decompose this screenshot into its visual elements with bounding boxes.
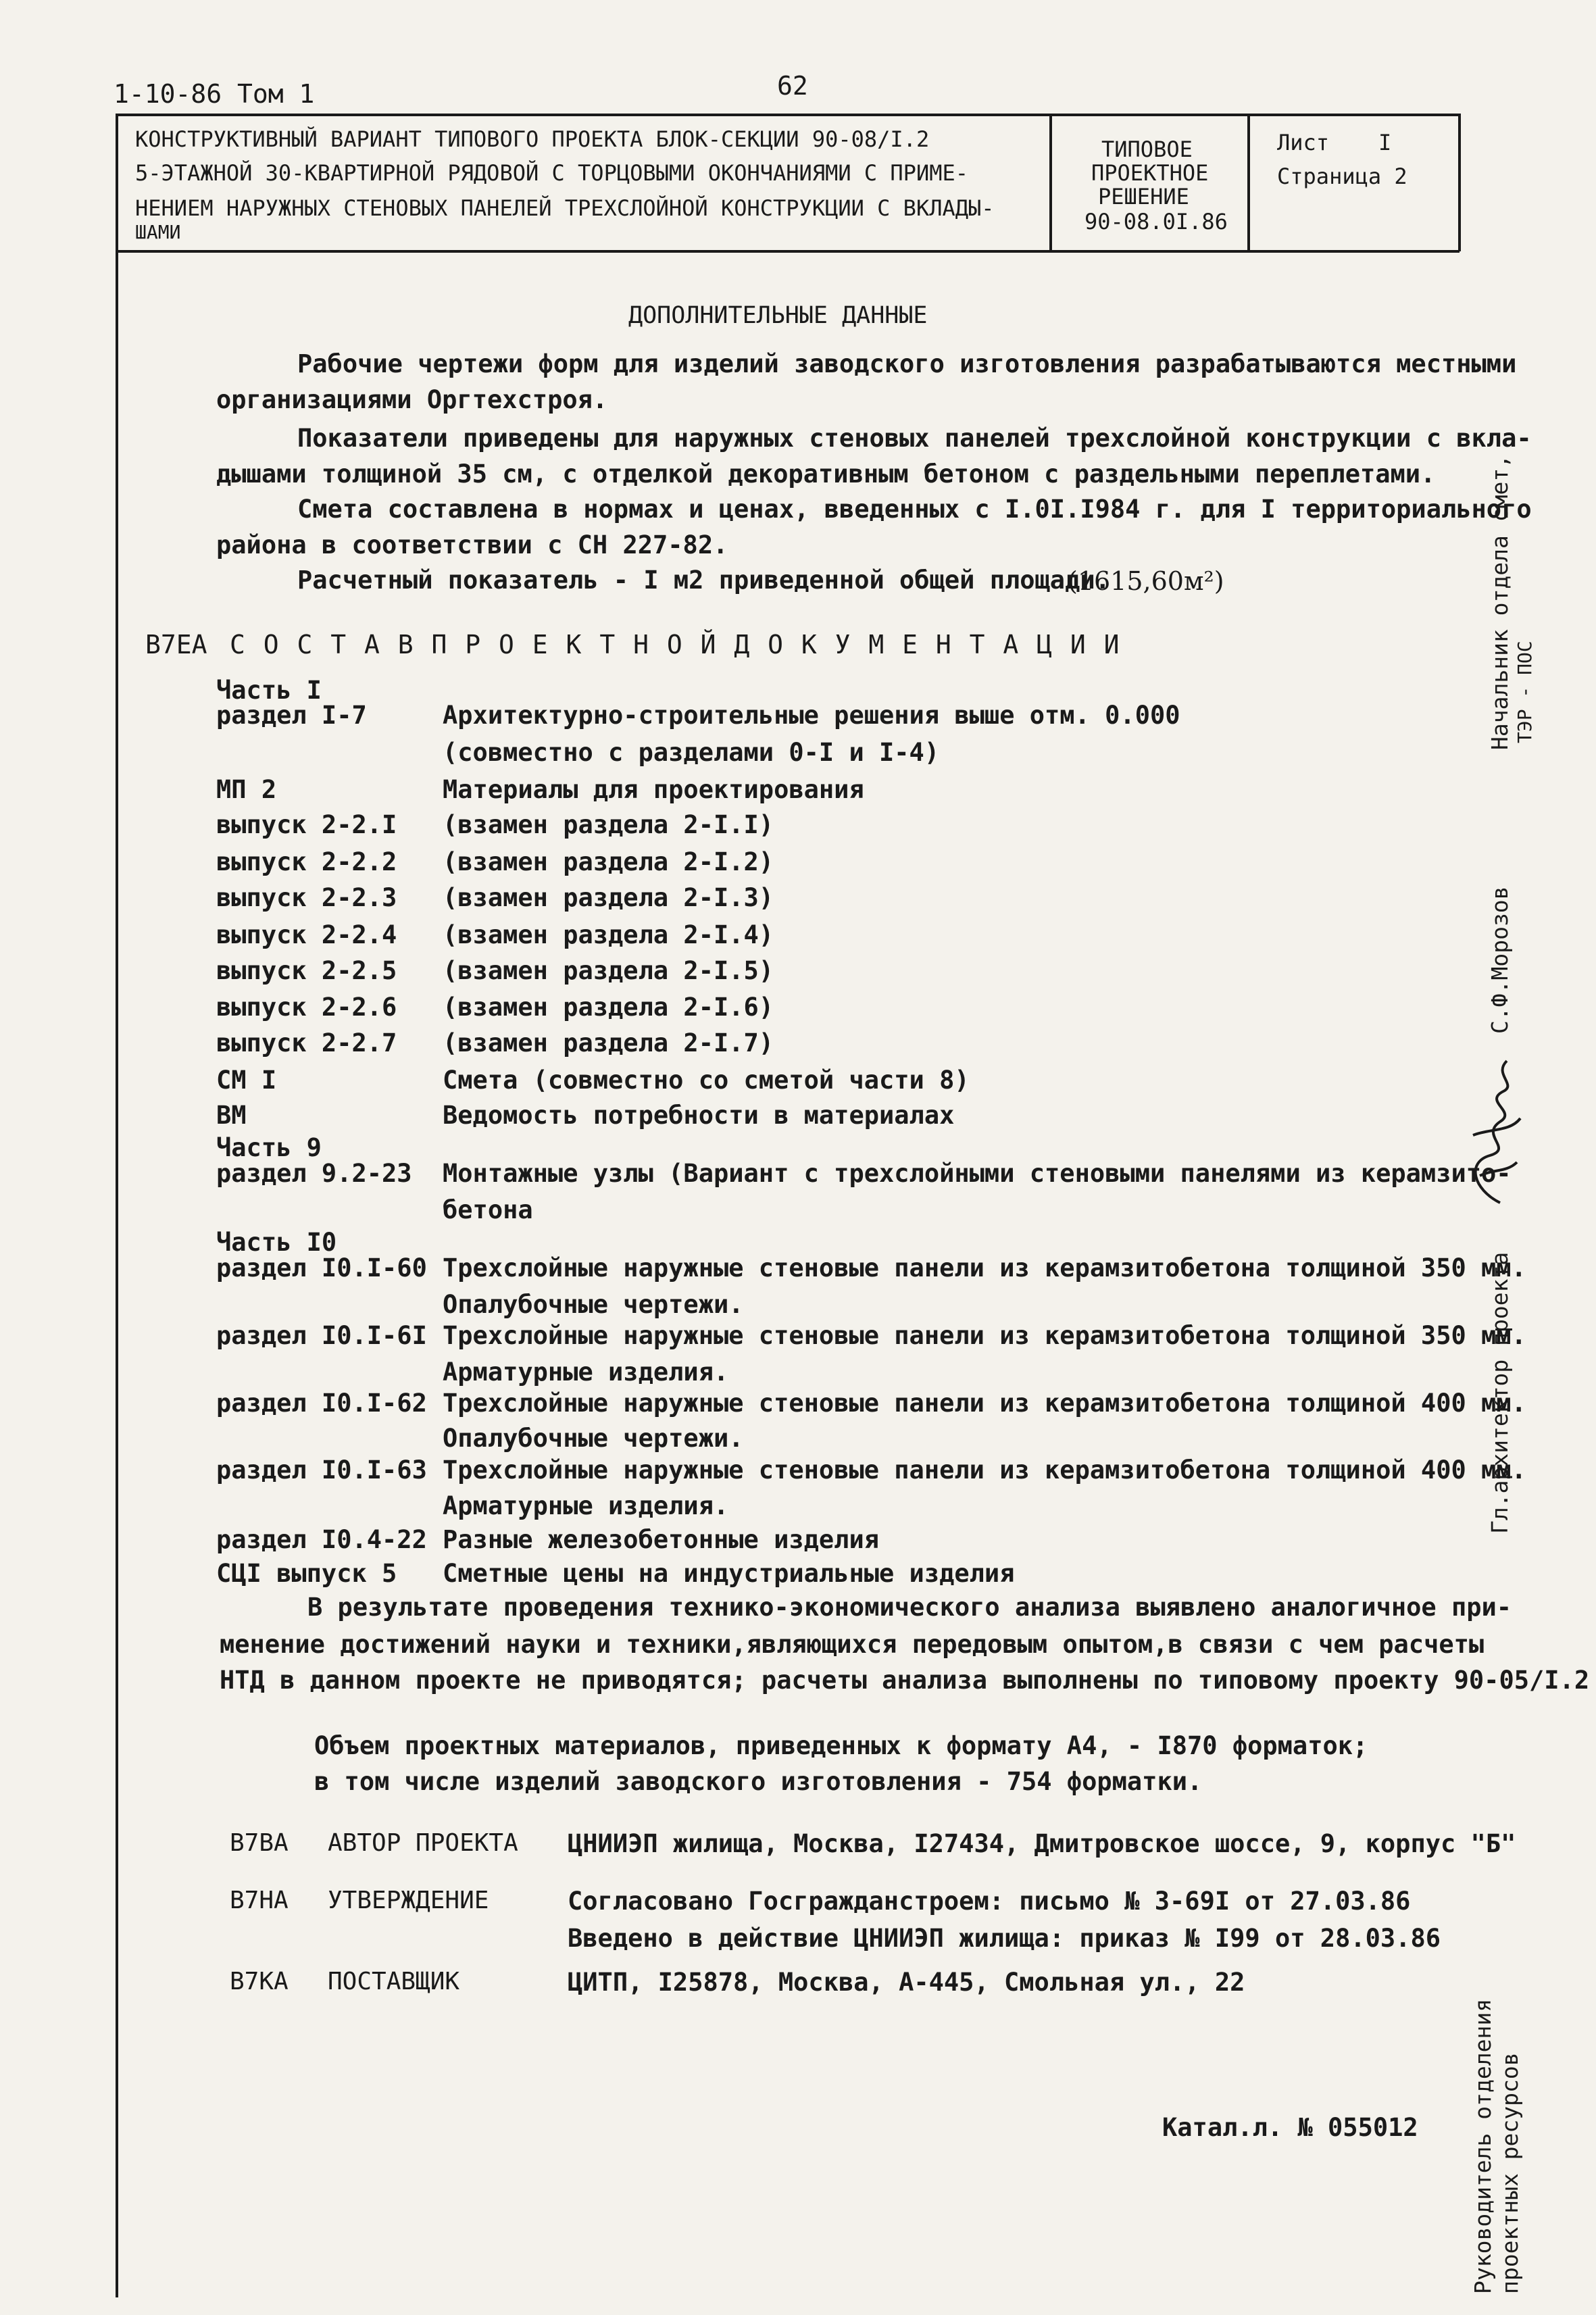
area-note: (1615,60м²)	[1068, 566, 1224, 596]
text-line: менение достижений науки и техники,являющихся передовым опытом,в связи с чем расчеты	[220, 1630, 1485, 1659]
type-line-1: ТИПОВОЕ	[1101, 136, 1193, 162]
composition-heading: С О С Т А В П Р О Е К Т Н О Й Д О К У М Е Н Т А Ц И И	[230, 630, 1121, 659]
text-line: Объем проектных материалов, приведенных к формату А4, - I870 форматок;	[314, 1731, 1368, 1760]
text-line: Рабочие чертежи форм для изделий заводского изготовления разрабатываются местными	[297, 349, 1517, 378]
composition-text: (взамен раздела 2-I.5)	[443, 956, 774, 985]
composition-label: выпуск 2-2.7	[216, 1028, 397, 1057]
composition-text: (взамен раздела 2-I.6)	[443, 993, 774, 1022]
composition-text: Трехслойные наружные стеновые панели из керамзитобетона толщиной 350 мм.	[443, 1253, 1526, 1283]
composition-label: раздел I0.I-6I	[216, 1321, 427, 1350]
composition-label: выпуск 2-2.4	[216, 920, 397, 949]
title-line-1: КОНСТРУКТИВНЫЙ ВАРИАНТ ТИПОВОГО ПРОЕКТА БЛОК-СЕКЦИИ 90-08/I.2	[135, 126, 930, 152]
catalog-number: Катал.л. № 055012	[1162, 2113, 1418, 2142]
text-line: Смета составлена в нормах и ценах, введенных с I.0I.I984 г. для I территориального	[297, 495, 1532, 524]
composition-label: выпуск 2-2.2	[216, 847, 397, 876]
composition-label: раздел 9.2-23	[216, 1159, 412, 1188]
composition-text: Арматурные изделия.	[443, 1358, 729, 1387]
composition-text: Монтажные узлы (Вариант с трехслойными стеновыми панелями из керамзито-	[443, 1159, 1512, 1188]
approval-value-1: Согласовано Госгражданстроем: письмо № 3-69I от 27.03.86	[568, 1887, 1411, 1916]
text-line: в том числе изделий заводского изготовления - 754 форматки.	[314, 1767, 1203, 1796]
composition-label: СМ I	[216, 1066, 277, 1095]
composition-label: раздел I-7	[216, 701, 367, 730]
composition-text: (совместно с разделами 0-I и I-4)	[443, 738, 940, 767]
composition-label: Часть I	[216, 676, 322, 705]
composition-text: Опалубочные чертежи.	[443, 1290, 744, 1319]
text-line: В результате проведения технико-экономического анализа выявлено аналогичное при-	[307, 1593, 1512, 1622]
approval-value-2: Введено в действие ЦНИИЭП жилища: приказ № I99 от 28.03.86	[568, 1924, 1441, 1953]
composition-label: раздел I0.I-63	[216, 1455, 427, 1485]
composition-text: бетона	[443, 1195, 533, 1224]
supplier-value: ЦИТП, I25878, Москва, А-445, Смольная ул., 22	[568, 1968, 1245, 1997]
supplier-label: ПОСТАВЩИК	[328, 1968, 460, 1995]
margin-head-division: Руководитель отделения	[1470, 1998, 1496, 2294]
author-code: В7ВА	[230, 1829, 289, 1857]
composition-text: Смета (совместно со сметой части 8)	[443, 1066, 970, 1095]
page-number: 62	[777, 71, 808, 101]
composition-text: Архитектурно-строительные решения выше отм. 0.000	[443, 701, 1180, 730]
composition-text: Трехслойные наружные стеновые панели из керамзитобетона толщиной 350 мм.	[443, 1321, 1526, 1350]
margin-chief-architect: Гл.архитектор проекта	[1487, 1251, 1513, 1534]
margin-head-dept: Начальник отдела смет,	[1487, 454, 1513, 750]
text-line: НТД в данном проекте не приводятся; расчеты анализа выполнены по типовому проекту 90-05/I.2	[220, 1666, 1590, 1695]
composition-label: выпуск 2-2.5	[216, 956, 397, 985]
composition-text: Разные железобетонные изделия	[443, 1525, 880, 1554]
composition-text: (взамен раздела 2-I.7)	[443, 1028, 774, 1057]
title-line-4: ШАМИ	[135, 221, 181, 243]
composition-label: СЦI выпуск 5	[216, 1559, 397, 1588]
composition-label: раздел I0.4-22	[216, 1525, 427, 1554]
approval-label: УТВЕРЖДЕНИЕ	[328, 1887, 489, 1914]
composition-code: В7ЕА	[145, 630, 207, 659]
approval-code: В7НА	[230, 1887, 289, 1914]
composition-text: Опалубочные чертежи.	[443, 1424, 744, 1453]
composition-label: выпуск 2-2.I	[216, 810, 397, 839]
composition-text: (взамен раздела 2-I.4)	[443, 920, 774, 949]
composition-label: МП 2	[216, 775, 277, 804]
composition-label: раздел I0.I-60	[216, 1253, 427, 1283]
composition-label: выпуск 2-2.3	[216, 883, 397, 912]
type-line-3: РЕШЕНИЕ	[1098, 184, 1189, 209]
composition-label: ВМ	[216, 1101, 247, 1130]
composition-label: раздел I0.I-62	[216, 1389, 427, 1418]
type-line-2: ПРОЕКТНОЕ	[1091, 160, 1209, 186]
author-label: АВТОР ПРОЕКТА	[328, 1829, 518, 1857]
signature	[1453, 1054, 1527, 1210]
supplier-code: В7КА	[230, 1968, 289, 1995]
margin-head-division-2: проектных ресурсов	[1497, 2052, 1523, 2294]
author-value: ЦНИИЭП жилища, Москва, I27434, Дмитровское шоссе, 9, корпус "Б"	[568, 1829, 1516, 1858]
composition-text: Арматурные изделия.	[443, 1491, 729, 1520]
page-label: Страница 2	[1277, 164, 1407, 189]
margin-head-dept-2: ТЭР - ПОС	[1514, 641, 1536, 743]
title-line-2: 5-ЭТАЖНОЙ 30-КВАРТИРНОЙ РЯДОВОЙ С ТОРЦОВЫМИ ОКОНЧАНИЯМИ С ПРИМЕ-	[135, 160, 968, 186]
composition-text: Материалы для проектирования	[443, 775, 864, 804]
composition-text: (взамен раздела 2-I.2)	[443, 847, 774, 876]
composition-text: (взамен раздела 2-I.3)	[443, 883, 774, 912]
text-line: района в соответствии с СН 227-82.	[216, 530, 728, 559]
composition-label: Часть 9	[216, 1133, 322, 1162]
additional-heading: ДОПОЛНИТЕЛЬНЫЕ ДАННЫЕ	[628, 302, 928, 329]
composition-text: Ведомость потребности в материалах	[443, 1101, 955, 1130]
text-line: Расчетный показатель - I м2 приведенной общей площади.	[297, 566, 1110, 595]
composition-text: Трехслойные наружные стеновые панели из керамзитобетона толщиной 400 мм.	[443, 1455, 1526, 1485]
composition-text: Сметные цены на индустриальные изделия	[443, 1559, 1015, 1588]
composition-label: Часть I0	[216, 1228, 337, 1257]
sheet-value: I	[1378, 130, 1392, 155]
text-line: дышами толщиной 35 см, с отделкой декоративным бетоном с раздельными переплетами.	[216, 459, 1436, 489]
title-line-3: НЕНИЕМ НАРУЖНЫХ СТЕНОВЫХ ПАНЕЛЕЙ ТРЕХСЛОЙНОЙ КОНСТРУКЦИИ С ВКЛАДЫ-	[135, 195, 995, 221]
margin-name-morozov: С.Ф.Морозов	[1487, 886, 1513, 1034]
composition-text: (взамен раздела 2-I.I)	[443, 810, 774, 839]
composition-text: Трехслойные наружные стеновые панели из керамзитобетона толщиной 400 мм.	[443, 1389, 1526, 1418]
type-line-4: 90-08.0I.86	[1084, 209, 1228, 234]
text-line: организациями Оргтехстроя.	[216, 385, 608, 414]
text-line: Показатели приведены для наружных стеновых панелей трехслойной конструкции с вкла-	[297, 424, 1532, 453]
composition-label: выпуск 2-2.6	[216, 993, 397, 1022]
doc-reference: 1-10-86 Том 1	[114, 79, 315, 109]
sheet-label: Лист	[1277, 130, 1330, 155]
